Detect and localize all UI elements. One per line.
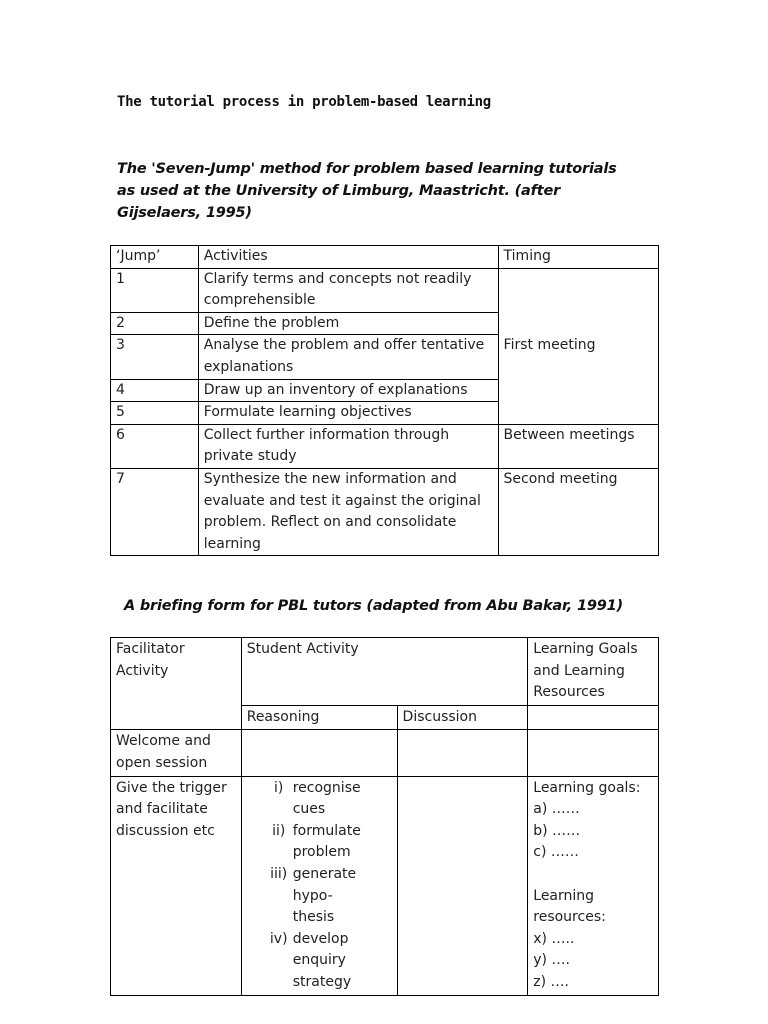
resource-item: y) ….: [533, 952, 570, 969]
timing-first-meeting: First meeting: [498, 268, 658, 424]
goal-item: a) ……: [533, 801, 580, 818]
list-number: iv): [269, 930, 288, 947]
list-text: develop enquiry strategy: [292, 930, 352, 990]
list-text: formulate problem: [292, 822, 361, 861]
jump-activity: Synthesize the new information and evaluate and test it against the original problem. Reflect on and consolidate learning: [198, 468, 498, 555]
goals-label: Learning goals:: [533, 779, 641, 796]
resources-label: Learning resources:: [533, 887, 606, 926]
list-number: ii): [272, 822, 286, 839]
table-header-row: [111, 638, 659, 706]
header-activities: Activities: [198, 246, 498, 269]
resource-item: x) …..: [533, 930, 575, 947]
facilitator-activity: Welcome and open session: [111, 730, 242, 776]
jump-activity: Formulate learning objectives: [198, 402, 498, 425]
document-title: The tutorial process in problem-based learning: [117, 94, 491, 110]
list-item: [247, 821, 392, 864]
discussion-cell: [397, 776, 528, 995]
spacer: [533, 864, 653, 886]
table-row: [111, 268, 659, 312]
header-discussion: Discussion: [397, 705, 528, 730]
jump-activity: Define the problem: [198, 312, 498, 335]
jump-activity: Analyse the problem and offer tentative explanations: [198, 335, 498, 379]
goal-item: b) ……: [533, 822, 581, 839]
briefing-caption: A briefing form for PBL tutors (adapted from Abu Bakar, 1991): [124, 598, 623, 614]
list-number: i): [274, 779, 284, 796]
list-item: [247, 778, 392, 821]
jump-activity: Collect further information through private study: [198, 424, 498, 468]
header-student-activity: Student Activity: [241, 638, 528, 706]
jump-activity: Draw up an inventory of explanations: [198, 379, 498, 402]
table-row: [111, 424, 659, 468]
list-item: [247, 864, 392, 929]
table-header-row: [111, 246, 659, 269]
learning-goals-cell: [528, 776, 659, 995]
empty-cell: [397, 730, 528, 776]
empty-cell: [528, 705, 659, 730]
header-timing: Timing: [498, 246, 658, 269]
table-row: [111, 776, 659, 995]
table-row: [111, 730, 659, 776]
seven-jump-table: [110, 245, 659, 556]
jump-number: 2: [111, 312, 199, 335]
jump-number: 6: [111, 424, 199, 468]
list-number: iii): [270, 865, 288, 882]
seven-jump-caption: The 'Seven-Jump' method for problem based learning tutorials as used at the University of Limburg, Maastricht. (after Gijselaers, 1995): [117, 161, 617, 221]
header-learning-goals: Learning Goals and Learning Resources: [528, 638, 659, 706]
reasoning-list: [247, 778, 392, 994]
jump-number: 5: [111, 402, 199, 425]
jump-number: 4: [111, 379, 199, 402]
resource-item: z) ….: [533, 973, 569, 990]
jump-activity: Clarify terms and concepts not readily comprehensible: [198, 268, 498, 312]
list-item: [247, 929, 392, 994]
empty-cell: [528, 730, 659, 776]
reasoning-cell: [241, 776, 397, 995]
briefing-form-table: [110, 637, 659, 996]
header-reasoning: Reasoning: [241, 705, 397, 730]
jump-number: 1: [111, 268, 199, 312]
list-text: generate hypo-thesis: [292, 865, 357, 926]
goal-item: c) ……: [533, 844, 579, 861]
list-text: recognise cues: [292, 779, 361, 818]
jump-number: 3: [111, 335, 199, 379]
facilitator-activity: Give the trigger and facilitate discussion etc: [111, 776, 242, 995]
empty-cell: [241, 730, 397, 776]
timing-second-meeting: Second meeting: [498, 468, 658, 555]
header-jump: ‘Jump’: [111, 246, 199, 269]
header-facilitator-activity: Facilitator Activity: [111, 638, 242, 730]
table-row: [111, 468, 659, 555]
jump-number: 7: [111, 468, 199, 555]
timing-between-meetings: Between meetings: [498, 424, 658, 468]
